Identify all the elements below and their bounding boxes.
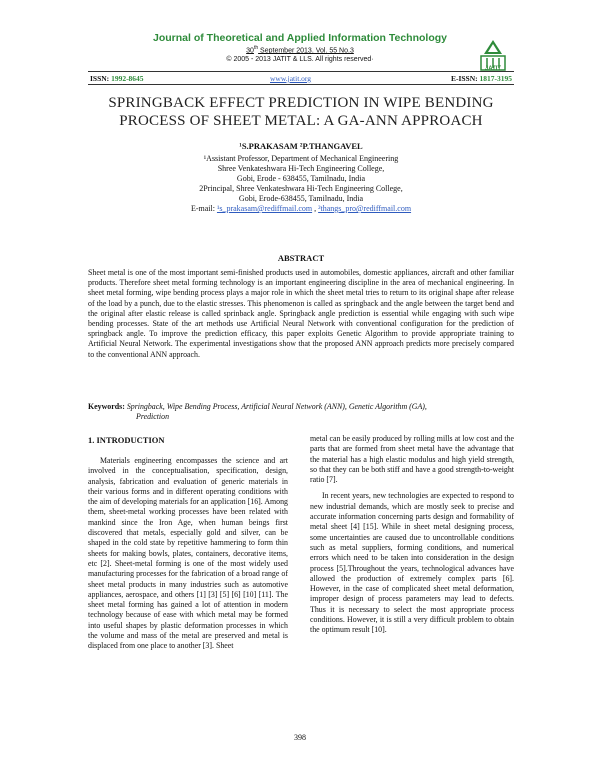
eissn-value: 1817-3195: [479, 74, 512, 83]
keywords-list: Springback, Wipe Bending Process, Artificial Neural Network (ANN), Genetic Algorithm (GA),: [126, 402, 427, 411]
journal-title: Journal of Theoretical and Applied Information Technology: [152, 32, 447, 44]
issn-value: 1992-8645: [111, 74, 144, 83]
abstract-text: Sheet metal is one of the most important semi-finished products used in automobiles, domestic appliances, aircraft and other familiar products. Therefore sheet metal forming technology is an important engineering discipline in the area of mechanical engineering. In sheet metal forming, wipe bending process plays a major role in which the sheet metal tries to return to its original shape after release of the load by a punch, due to the elastic stresses. This phenomenon is called as springback and the angle between the target bend and the original after elastic release is called sprinback angle. Springback angle prediction is essential while engaging with such wipe bending processes. State of the art methods use Artificial Neural Network with conventional configuration for the prediction of springback angle. To improve the prediction efficacy, this paper exploits Genetic Algorithm to provide appropriate training to Artificial Neural Network. The experimental investigations show that the proposed ANN approach predicts more precisely compared to the conventional ANN approach.: [88, 268, 514, 359]
left-paragraph: Materials engineering encompasses the science and art involved in the conceptualisation, specification, design, analysis, fabrication and evaluation of generic materials in their various forms and in different operating conditions with the aim of developing materials for an application [16]. Among them, sheet-metal working processes have been related with mankind since the Iron Age, when human beings first discovered that metals, especially gold and silver, can be shaped in the cold state by repetitive hammering to form thin sheets for making bowls, plates, containers, decorative items, etc [2]. Sheet-metal forming is one of the most widely used manufacturing processes for the fabrication of a broad range of sheet metal products in many industries such as automotive appliances, aerospace, and others [1] [3] [5] [6] [10] [11]. The sheet metal forming has gained a lot of attention in modern technology because of ease with which metal may be formed into useful shapes by plastic deformation processes in which the volume and mass of the metal are preserved and metal is displaced from one place to another [3]. Sheet: [88, 456, 288, 651]
page-number: 398: [294, 733, 306, 742]
issue-date-day: 30: [246, 47, 254, 55]
affiliation-line: 2Principal, Shree Venkateshwara Hi-Tech Engineering College,: [199, 184, 403, 193]
issue-date-rest: September 2013. Vol. 55 No.3: [258, 47, 354, 55]
header-rule-top: [88, 71, 514, 72]
abstract-heading: ABSTRACT: [277, 253, 325, 263]
paper-title: [90, 94, 512, 130]
eissn-label: E-ISSN:: [450, 74, 478, 83]
issn-label: ISSN:: [90, 74, 110, 83]
paper-title-line1: SPRINGBACK EFFECT PREDICTION IN WIPE BENDING: [108, 95, 494, 111]
copyright: © 2005 - 2013 JATIT & LLS. All rights reserved·: [226, 56, 374, 63]
left-column: [88, 456, 288, 658]
email-label: E-mail:: [190, 204, 217, 213]
eissn: [451, 74, 512, 83]
keywords-label: Keywords:: [88, 402, 125, 411]
email-link-1[interactable]: ¹s_prakasam@rediffmail.com: [216, 204, 313, 213]
issue-date: [120, 45, 480, 54]
journal-website-link[interactable]: www.jatit.org: [270, 74, 312, 83]
right-column: [310, 434, 514, 642]
affiliation-line: ¹Assistant Professor, Department of Mechanical Engineering: [203, 154, 399, 163]
right-paragraph-2: In recent years, new technologies are expected to respond to new industrial demands, which are mostly seek to precise and accurate information concerning parts design and formability of metal sheet [4] [15]. While in sheet metal designing process, some uncertainties are caused due to uncontrollable conditions such as metal suppliers, forming conditions, and numerical errors which need to be taken into consideration in the design process [5].Throughout the years, technological advances have allowed the production of extremely complex parts [6]. However, in the case of complicated sheet metal deformation, improper design of process parameters may lead to defects. Thus it is necessary to select the most appropriate process conditions. However, it is still a very difficult problem to obtain the optimum result [10].: [310, 491, 514, 635]
affiliation-line: Gobi, Erode - 638455, Tamilnadu, India: [236, 174, 366, 183]
issue-date-suffix: th: [253, 45, 259, 51]
section-heading: 1. INTRODUCTION: [88, 435, 165, 445]
affiliation-line: Shree Venkateshwara Hi-Tech Engineering College,: [217, 164, 385, 173]
keywords: [88, 402, 514, 422]
journal-logo-text: JATIT: [484, 66, 502, 72]
email-link-2[interactable]: ²thangs_pro@rediffmail.com: [318, 204, 412, 213]
issn: [90, 74, 144, 83]
keywords-list-cont: Prediction: [136, 412, 170, 422]
affiliation-line: Gobi, Erode-638455, Tamilnadu, India: [238, 194, 364, 203]
paper-title-line2: PROCESS OF SHEET METAL: A GA-ANN APPROACH: [119, 113, 483, 129]
affiliations: [90, 154, 512, 214]
email-line: [90, 204, 512, 214]
header-rule-bottom: [88, 84, 514, 85]
authors: ¹S.PRAKASAM ²P.THANGAVEL: [239, 141, 363, 151]
email-separator: ,: [312, 204, 319, 213]
right-paragraph-1: metal can be easily produced by rolling mills at low cost and the parts that are formed from sheet metal have the advantage that the material has a high elastic modulus and high yield strength, so that they can be both stiff and have a good strength-to-weight ratio [7].: [310, 434, 514, 485]
